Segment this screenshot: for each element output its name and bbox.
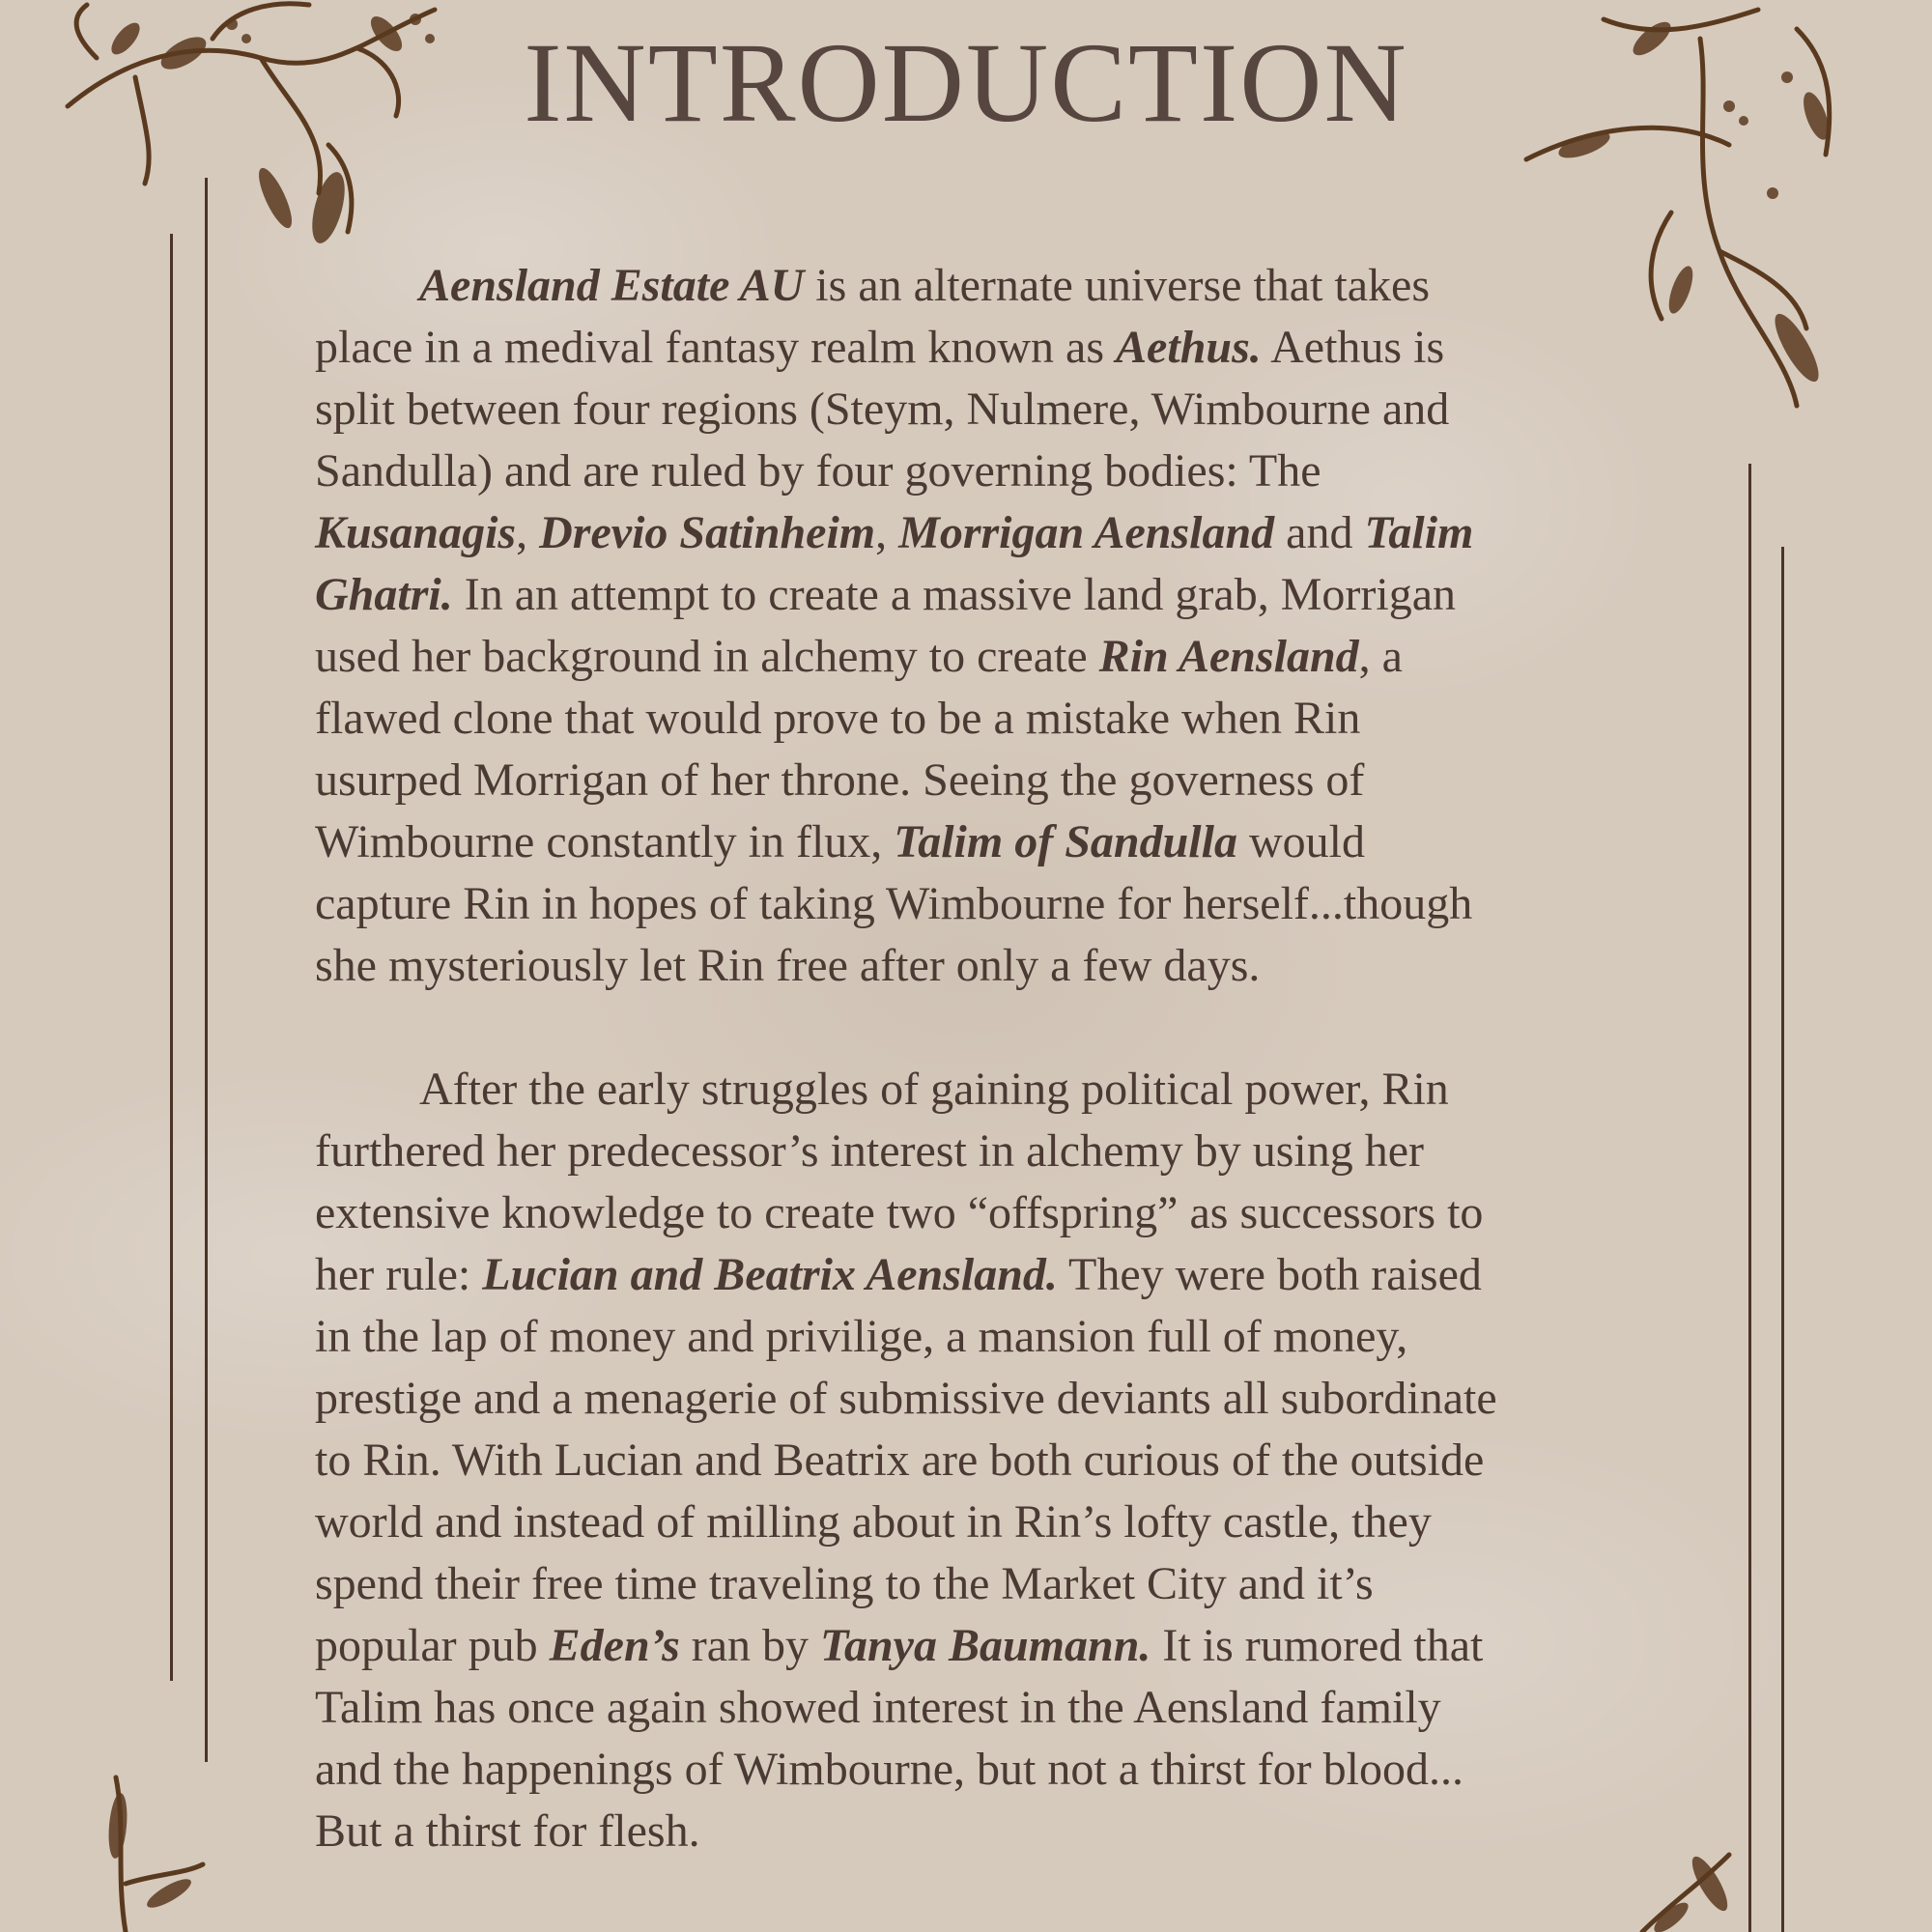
emphasis-edens: Eden’s: [549, 1620, 680, 1671]
p2-line-1: After the early struggles of gaining political power, Rin: [419, 1064, 1449, 1115]
p2-line-11: Talim has once again showed interest in the Aensland family: [315, 1682, 1441, 1733]
p1-line-10: [315, 811, 1648, 873]
text-run: In an attempt to create a massive land grab, Morrigan: [452, 569, 1456, 620]
p1-line-11: capture Rin in hopes of taking Wimbourne for herself...though: [315, 878, 1473, 929]
p2-line-9: spend their free time traveling to the Market City and it’s: [315, 1558, 1374, 1609]
text-run: Aethus is: [1261, 322, 1445, 373]
text-run: place in a medival fantasy realm known as: [315, 322, 1117, 373]
p1-line-9: usurped Morrigan of her throne. Seeing the governess of: [315, 754, 1365, 806]
p1-line-8: flawed clone that would prove to be a mistake when Rin: [315, 693, 1361, 744]
emphasis-talim: Talim: [1364, 507, 1474, 558]
text-run: ,: [875, 507, 899, 558]
emphasis-morrigan: Morrigan Aensland: [898, 507, 1275, 558]
text-run: , a: [1358, 631, 1403, 682]
text-run: Wimbourne constantly in flux,: [315, 816, 895, 867]
emphasis-aensland-estate: Aensland Estate AU: [419, 260, 805, 311]
leaf-ornament-bottom-right: [1633, 1845, 1758, 1932]
p2-line-6: prestige and a menagerie of submissive deviants all subordinate: [315, 1373, 1497, 1424]
emphasis-ghatri: Ghatri.: [315, 569, 453, 620]
p1-line-7: [315, 626, 1648, 688]
text-run: used her background in alchemy to create: [315, 631, 1099, 682]
emphasis-tanya-baumann: Tanya Baumann.: [820, 1620, 1151, 1671]
leaf-ornament-bottom-left: [87, 1768, 213, 1932]
p1-line-12: she mysteriously let Rin free after only a few days.: [315, 940, 1261, 991]
text-run: her rule:: [315, 1249, 483, 1300]
text-run: ,: [516, 507, 540, 558]
left-rule-inner: [205, 178, 208, 1762]
p2-line-3: extensive knowledge to create two “offspring” as successors to: [315, 1187, 1484, 1238]
text-run: ran by: [679, 1620, 821, 1671]
emphasis-aethus: Aethus.: [1116, 322, 1262, 373]
emphasis-drevio: Drevio Satinheim: [539, 507, 876, 558]
p2-line-5: in the lap of money and privilige, a mansion full of money,: [315, 1311, 1408, 1362]
text-run: would: [1236, 816, 1365, 867]
page-title: INTRODUCTION: [524, 19, 1408, 146]
p1-line-1: [315, 255, 1648, 317]
emphasis-lucian-beatrix: Lucian and Beatrix Aensland.: [482, 1249, 1058, 1300]
text-run: It is rumored that: [1151, 1620, 1484, 1671]
right-rule-inner: [1748, 464, 1751, 1932]
p1-line-5: [315, 502, 1648, 564]
emphasis-kusanagis: Kusanagis: [315, 507, 517, 558]
text-run: popular pub: [315, 1620, 550, 1671]
emphasis-talim-of-sandulla: Talim of Sandulla: [894, 816, 1237, 867]
intro-paragraph-2: [315, 1059, 1648, 1862]
left-rule-outer: [170, 234, 173, 1681]
p1-line-2: [315, 317, 1648, 379]
p2-line-13: But a thirst for flesh.: [315, 1805, 700, 1857]
p2-line-2: furthered her predecessor’s interest in alchemy by using her: [315, 1125, 1425, 1177]
text-run: and: [1274, 507, 1365, 558]
text-run: They were both raised: [1057, 1249, 1482, 1300]
p1-line-3: split between four regions (Steym, Nulmere, Wimbourne and: [315, 384, 1450, 435]
p2-line-8: world and instead of milling about in Rin’s lofty castle, they: [315, 1496, 1432, 1548]
right-rule-outer: [1781, 547, 1784, 1932]
p2-line-7: to Rin. With Lucian and Beatrix are both curious of the outside: [315, 1435, 1485, 1486]
p2-line-10: [315, 1615, 1648, 1677]
intro-paragraph-1: [315, 255, 1648, 997]
p1-line-4: Sandulla) and are ruled by four governing bodies: The: [315, 445, 1321, 497]
text-run: is an alternate universe that takes: [804, 260, 1431, 311]
p2-line-4: [315, 1244, 1648, 1306]
p1-line-6: [315, 564, 1648, 626]
p2-line-12: and the happenings of Wimbourne, but not a thirst for blood...: [315, 1744, 1463, 1795]
emphasis-rin-aensland: Rin Aensland: [1098, 631, 1359, 682]
